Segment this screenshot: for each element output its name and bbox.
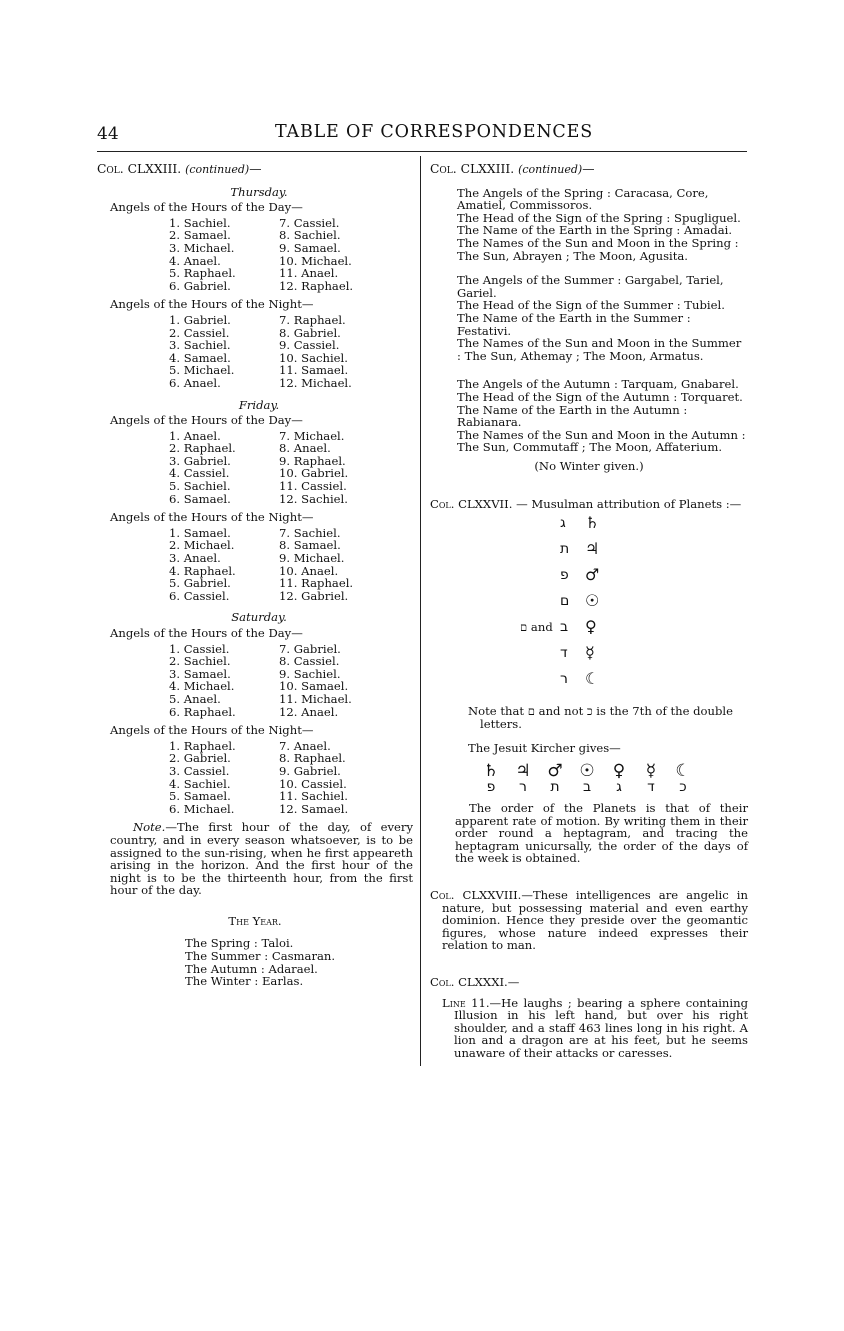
double-letter-note: Note that ם and not כ is the 7th of the double letters. [468, 704, 733, 731]
hour-entry: 3. Samael. [169, 666, 231, 681]
autumn-line: The Name of the Earth in the Autumn : Rabianara. [457, 402, 688, 430]
hour-entry: 3. Michael. [169, 240, 235, 255]
summer-line: The Head of the Sign of the Summer : Tubiel. [457, 298, 725, 313]
hour-entry: 8. Cassiel. [279, 654, 340, 669]
hour-entry: 5. Raphael. [169, 266, 236, 281]
kircher-intro: The Jesuit Kircher gives— [468, 741, 621, 756]
summer-line: The Name of the Earth in the Summer : Festativi. [457, 310, 691, 338]
kircher-hebrew-letter: ר [519, 779, 527, 796]
hour-entry: 7. Raphael. [279, 312, 346, 327]
kircher-hebrew-letter: ד [647, 779, 655, 796]
hebrew-letter: ב [560, 619, 569, 636]
night-hours-title: Angels of the Hours of the Night— [110, 723, 314, 738]
day-title: Friday. [238, 397, 280, 412]
col-clxxvii-text: — Musulman attribution of Planets :— [512, 497, 742, 512]
note-paragraph [110, 821, 413, 897]
hour-entry: 8. Raphael. [279, 751, 346, 766]
hour-entry: 8. Gabriel. [279, 325, 341, 340]
note-label: Note. [133, 820, 166, 835]
col-clxxviii-paragraph [430, 889, 748, 952]
planet-row [490, 669, 610, 695]
summer-line: The Angels of the Summer : Gargabel, Tariel, Gariel. [457, 273, 724, 300]
planet-row [490, 513, 610, 539]
heading-dash: — [249, 162, 262, 176]
hebrew-letter: פ [560, 567, 569, 584]
season-item: The Spring : Taloi. [185, 936, 294, 951]
hour-entry: 3. Cassiel. [169, 763, 230, 778]
hour-entry: 11. Michael. [279, 691, 352, 706]
hour-entry: 4. Raphael. [169, 563, 236, 578]
col-clxxvii-paragraph [430, 498, 748, 511]
kircher-symbols-row [475, 760, 748, 781]
hour-entry: 10. Samael. [279, 679, 349, 694]
planet-row [490, 643, 610, 669]
hebrew-letter: ת [560, 541, 570, 558]
autumn-line: The Names of the Sun and Moon in the Autumn : The Sun, Commutaff ; The Moon, Affaterium. [457, 427, 746, 455]
running-head [97, 122, 747, 148]
planet-row [490, 591, 610, 617]
hour-entry: 3. Gabriel. [169, 453, 231, 468]
spring-line: The Head of the Sign of the Spring : Spugliguel. [457, 210, 741, 225]
column-heading [97, 163, 413, 177]
hour-entry: 9. Sachiel. [279, 666, 341, 681]
night-hours-grid [169, 740, 413, 816]
spring-line: The Names of the Sun and Moon in the Spring : The Sun, Abrayen ; The Moon, Agusita. [457, 235, 739, 263]
planet-row [490, 617, 610, 643]
hour-entry: 6. Michael. [169, 801, 235, 816]
hour-entry: 5. Sachiel. [169, 479, 231, 494]
planets-table [430, 513, 748, 699]
hour-entry: 6. Cassiel. [169, 588, 230, 603]
kircher-hebrew-letter: ת [550, 779, 560, 796]
page-number: 44 [97, 124, 119, 144]
kircher-planet-symbol-icon: ☿ [645, 760, 657, 781]
hour-entry: 4. Sachiel. [169, 776, 231, 791]
order-paragraph: The order of the Planets is that of their apparent rate of motion. By writing them in their order round a heptagram, and tracing the heptagram unicursally, the order of the days of the week is obtained. [455, 801, 748, 866]
night-hours-grid [169, 527, 413, 603]
autumn-block [445, 378, 748, 454]
hour-entry: 1. Raphael. [169, 738, 236, 753]
season-item: The Autumn : Adarael. [185, 961, 318, 976]
hour-entry: 10. Cassiel. [279, 776, 347, 791]
hour-entry: 8. Sachiel. [279, 228, 341, 243]
hour-entry: 5. Gabriel. [169, 576, 231, 591]
day-title: Thursday. [230, 184, 288, 199]
no-winter-note: (No Winter given.) [534, 458, 644, 473]
hour-entry: 9. Samael. [279, 240, 341, 255]
kircher-planet-symbol-icon: ♃ [515, 760, 531, 781]
line-text: —He laughs ; bearing a sphere containing Illusion in his left hand, but over his right shoulder, and a staff 463 lines long in his right. A lion and a dragon are at his feet, but he seems unaware of their attacks or caresses. [454, 995, 748, 1060]
hour-entry: 9. Michael. [279, 551, 345, 566]
hour-entry: 11. Raphael. [279, 576, 354, 591]
hebrew-letter: ר [560, 671, 568, 688]
hour-entry: 12. Samael. [279, 801, 349, 816]
hour-entry: 10. Michael. [279, 253, 352, 268]
summer-line: The Names of the Sun and Moon in the Summer : The Sun, Athemay ; The Moon, Armatus. [457, 336, 742, 363]
kircher-hebrew-row [475, 781, 748, 794]
hour-entry: 6. Gabriel. [169, 278, 231, 293]
hour-entry: 8. Samael. [279, 538, 341, 553]
hour-entry: 3. Sachiel. [169, 338, 231, 353]
hour-entry: 4. Anael. [169, 253, 221, 268]
hour-entry: 11. Cassiel. [279, 479, 347, 494]
col-clxxxi-heading [430, 976, 748, 989]
kircher-hebrew-letter: פ [486, 779, 496, 796]
hour-entry: 5. Anael. [169, 691, 221, 706]
col-clxxxi-dash: — [507, 974, 520, 989]
season-item: The Winter : Earlas. [185, 974, 304, 989]
kircher-hebrew-letter: ב [582, 779, 592, 796]
continued-label: (continued) [185, 163, 250, 176]
hour-entry: 9. Cassiel. [279, 338, 340, 353]
hour-entry: 1. Samael. [169, 525, 231, 540]
hour-entry: 5. Samael. [169, 789, 231, 804]
hebrew-letter: ד [560, 645, 568, 662]
continued-label: (continued) [518, 163, 583, 176]
hour-entry: 4. Samael. [169, 350, 231, 365]
col-clxxvii-label: Col. CLXXVII. [430, 497, 513, 512]
kircher-hebrew-letter: כ [679, 779, 687, 796]
kircher-planet-symbol-icon: ♄ [483, 760, 499, 781]
hour-entry: 12. Anael. [279, 704, 339, 719]
day-hours-grid [169, 430, 413, 506]
hour-entry: 11. Samael. [279, 363, 349, 378]
hour-entry: 3. Anael. [169, 551, 221, 566]
hour-entry: 8. Anael. [279, 441, 331, 456]
hour-entry: 2. Raphael. [169, 441, 236, 456]
hour-entry: 4. Michael. [169, 679, 235, 694]
autumn-line: The Angels of the Autumn : Tarquam, Gnabarel. [457, 377, 739, 392]
kircher-planet-symbol-icon: ♂ [547, 760, 563, 781]
planet-symbol-icon: ☉ [585, 591, 600, 611]
day-hours-grid [169, 217, 413, 293]
planet-symbol-icon: ☾ [585, 669, 600, 689]
hebrew-letter: ם [560, 593, 570, 610]
heading-dash: — [582, 162, 595, 176]
planet-symbol-icon: ♄ [585, 513, 600, 533]
planet-row [490, 565, 610, 591]
column-heading [430, 163, 748, 177]
hour-entry: 2. Sachiel. [169, 654, 231, 669]
column-label: Col. CLXXIII. [97, 162, 182, 176]
note-text: —The first hour of the day, of every country, and in every season whatsoever, is to be assigned to the sun-rising, when he first appeareth arising in the horizon. And the first hour of the night is to be the thirteenth hour, from the first hour of the day. [110, 820, 413, 898]
hour-entry: 9. Gabriel. [279, 763, 341, 778]
day-title: Saturday. [231, 610, 287, 625]
hour-entry: 11. Anael. [279, 266, 339, 281]
hour-entry: 12. Michael. [279, 375, 352, 390]
right-column [430, 163, 748, 1060]
col-clxxviii-text: —These intelligences are angelic in nature, but possessing material and even earthy dominion. Hence they preside over the geomantic figures, whose nature indeed expresses their relation to man. [442, 888, 748, 953]
summer-block [445, 274, 748, 362]
col-clxxxi-label: Col. CLXXXI. [430, 974, 508, 989]
hour-entry: 12. Sachiel. [279, 491, 348, 506]
hour-entry: 7. Cassiel. [279, 215, 340, 230]
column-divider [420, 156, 421, 1066]
line-label: Line 11. [442, 995, 490, 1010]
planet-symbol-icon: ♃ [585, 539, 600, 559]
running-title: TABLE OF CORRESPONDENCES [275, 122, 593, 142]
day-hours-grid [169, 643, 413, 719]
planet-symbol-icon: ☿ [585, 643, 595, 663]
hour-entry: 7. Michael. [279, 428, 345, 443]
year-title: The Year. [228, 913, 282, 928]
hour-entry: 6. Anael. [169, 375, 221, 390]
hour-entry: 2. Gabriel. [169, 751, 231, 766]
planet-row [490, 539, 610, 565]
hebrew-letter: ג [560, 515, 566, 532]
hour-entry: 10. Sachiel. [279, 350, 348, 365]
hour-entry: 7. Gabriel. [279, 641, 341, 656]
day-hours-title: Angels of the Hours of the Day— [110, 626, 303, 640]
hour-entry: 10. Gabriel. [279, 466, 349, 481]
spring-line: The Name of the Earth in the Spring : Amadai. [457, 223, 733, 238]
hour-entry: 1. Gabriel. [169, 312, 231, 327]
header-rule [97, 151, 747, 152]
spring-block [445, 187, 748, 263]
hour-entry: 10. Anael. [279, 563, 339, 578]
hour-entry: 5. Michael. [169, 363, 235, 378]
spring-line: The Angels of the Spring : Caracasa, Core, Amatiel, Commissoros. [457, 185, 709, 213]
column-label: Col. CLXXIII. [430, 162, 515, 176]
hour-entry: 12. Raphael. [279, 278, 354, 293]
hour-entry: 7. Sachiel. [279, 525, 341, 540]
kircher-hebrew-letter: ג [616, 779, 622, 796]
hour-entry: 2. Michael. [169, 538, 235, 553]
night-hours-grid [169, 314, 413, 390]
days-list [97, 186, 413, 816]
day-hours-title: Angels of the Hours of the Day— [110, 413, 303, 428]
hour-entry: 1. Cassiel. [169, 641, 230, 656]
seasons-list [185, 937, 413, 987]
season-item: The Summer : Casmaran. [185, 949, 336, 964]
col-clxxviii-label: Col. CLXXVIII. [430, 888, 522, 902]
planet-symbol-icon: ♀ [585, 617, 597, 637]
hour-entry: 9. Raphael. [279, 453, 346, 468]
hour-entry: 4. Cassiel. [169, 466, 230, 481]
left-column [97, 163, 413, 988]
hour-entry: 6. Raphael. [169, 704, 236, 719]
hour-entry: 12. Gabriel. [279, 588, 349, 603]
hour-entry: 6. Samael. [169, 491, 231, 506]
day-hours-title: Angels of the Hours of the Day— [110, 200, 303, 215]
hour-entry: 1. Sachiel. [169, 215, 231, 230]
hour-entry: 1. Anael. [169, 428, 221, 443]
planet-extra-letter: ם and [520, 620, 553, 635]
planet-symbol-icon: ♂ [585, 565, 600, 585]
autumn-line: The Head of the Sign of the Autumn : Torquaret. [457, 389, 743, 404]
night-hours-title: Angels of the Hours of the Night— [110, 510, 314, 525]
kircher-planet-symbol-icon: ☾ [675, 760, 691, 781]
hour-entry: 11. Sachiel. [279, 789, 348, 804]
kircher-planet-symbol-icon: ☉ [579, 760, 595, 781]
hour-entry: 2. Cassiel. [169, 325, 230, 340]
night-hours-title: Angels of the Hours of the Night— [110, 297, 314, 312]
line-11-paragraph [442, 997, 748, 1060]
hour-entry: 7. Anael. [279, 738, 331, 753]
hour-entry: 2. Samael. [169, 228, 231, 243]
kircher-planet-symbol-icon: ♀ [612, 760, 626, 781]
